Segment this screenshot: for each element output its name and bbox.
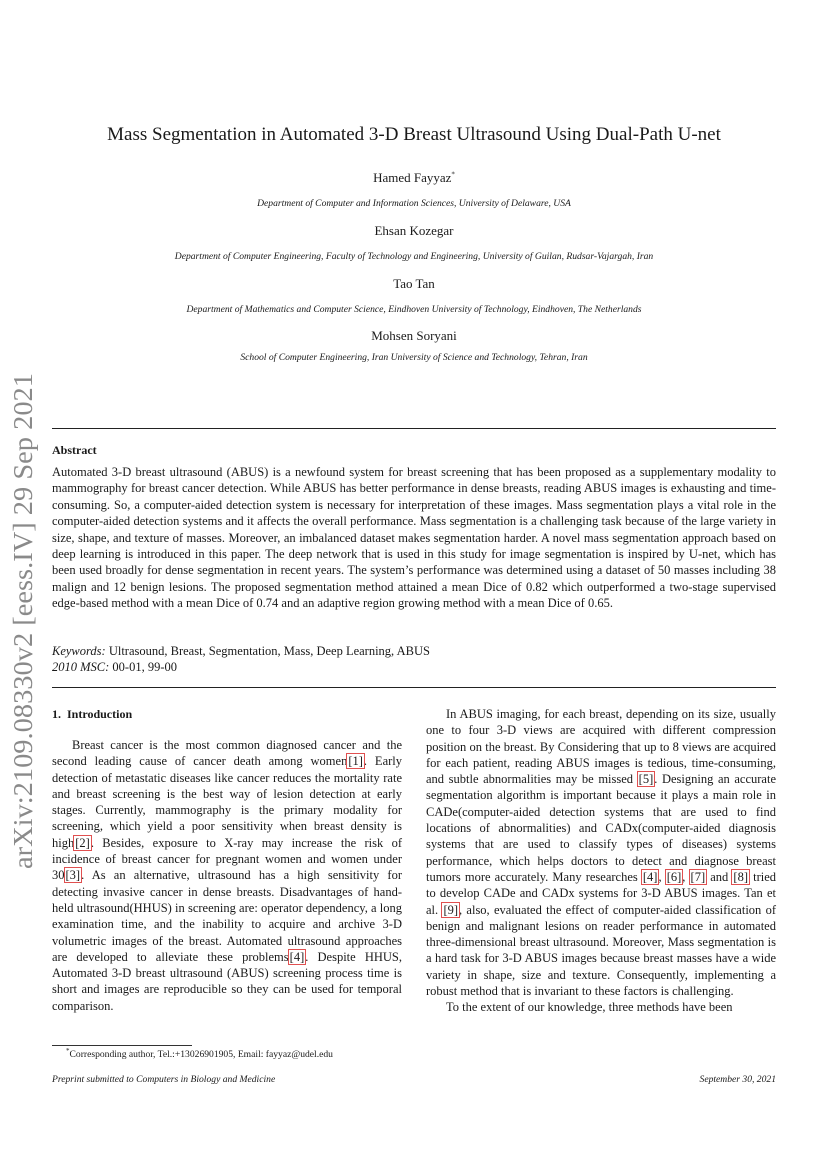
body-text: . Besides, exposure to X-ray may increase the risk of incidence of breast cancer for pregnant women and women under 30 — [52, 835, 402, 883]
author-name: Mohsen Soryani — [371, 328, 457, 343]
footnote: *Corresponding author, Tel.:+13026901905, Email: fayyaz@udel.edu — [66, 1046, 333, 1060]
section-number: 1. — [52, 707, 61, 721]
arxiv-stamp-text: arXiv:2109.08330v2 [eess.IV] 29 Sep 2021 — [8, 398, 38, 869]
msc-line — [52, 659, 776, 675]
msc-label: 2010 MSC: — [52, 660, 110, 674]
arxiv-stamp — [2, 367, 42, 875]
author-affiliation: Department of Computer Engineering, Faculty of Technology and Engineering, University of Guilan, Rudsar-Vajargah, Iran — [174, 251, 654, 262]
keywords-line — [52, 643, 776, 659]
citation-link[interactable]: [4] — [289, 949, 305, 964]
msc-value: 00-01, 99-00 — [112, 660, 177, 674]
body-text: , — [682, 869, 690, 884]
author-name: Hamed Fayyaz* — [373, 170, 455, 185]
abstract-heading: Abstract — [52, 443, 97, 457]
author-affiliation: Department of Mathematics and Computer Science, Eindhoven University of Technology, Eindhoven, The Netherlands — [186, 304, 642, 315]
body-text: tried to develop CADe and CADx systems for 3-D ABUS images. Tan et al. — [426, 869, 777, 917]
body-text: Breast cancer is the most common diagnosed cancer and the second leading cause of cancer death among women — [52, 738, 402, 769]
citation-link[interactable]: [8] — [733, 869, 748, 884]
citation-link[interactable]: [7] — [690, 869, 706, 884]
body-text: . Despite HHUS, Automated 3-D breast ultrasound (ABUS) screening process time is short and images are reproducible so they can be used for temporal comparison. — [52, 949, 403, 1013]
abstract-bottom-rule — [52, 687, 776, 688]
author-name: Ehsan Kozegar — [374, 223, 454, 238]
author-name: Tao Tan — [393, 276, 435, 291]
body-text: , — [658, 869, 666, 884]
citation-link[interactable]: [3] — [65, 868, 81, 883]
footnote-mark: * — [66, 1046, 70, 1055]
author-affiliation: Department of Computer and Information Sciences, University of Delaware, USA — [257, 198, 571, 209]
paper-title: Mass Segmentation in Automated 3-D Breast Ultrasound Using Dual-Path U-net — [107, 124, 721, 145]
body-text: . Designing an accurate segmentation algorithm is important because it plays a main role in CADe(computer-aided detection systems that are used to find locations of abnormalities) and CADx(computer-aided diagnosis systems that are used to classify types of diseases) systems performance, which helps doctors to detect and diagnose breast tumors more accurately. Many researches — [426, 772, 777, 884]
intro-paragraph-1 — [52, 737, 402, 1014]
body-text: . As an alternative, ultrasound has a high sensitivity for detecting invasive cancer in dense breasts. Disadvantages of hand-held ultrasound(HHUS) in screening are: operator dependency, a long examination time, and the inability to acquire and archive 3-D volumetric images of the breast. Automated ultrasound approaches are developed to alleviate these problems — [52, 868, 402, 964]
footnote-rule — [52, 1045, 192, 1046]
author-affiliation: School of Computer Engineering, Iran University of Science and Technology, Tehran, Iran — [240, 352, 588, 363]
citation-link[interactable]: [2] — [75, 835, 90, 850]
citation-link[interactable]: [5] — [638, 772, 654, 787]
citation-link[interactable]: [4] — [642, 869, 658, 884]
keywords-value: Ultrasound, Breast, Segmentation, Mass, Deep Learning, ABUS — [108, 644, 430, 658]
citation-link[interactable]: [6] — [666, 869, 682, 884]
body-text: and — [706, 869, 733, 884]
body-text: . Early detection of metastatic diseases like cancer reduces the mortality rate and breast screening is the best way of lesion detection at early stages. Currently, mammography is the primary modality for screening, which yield a poor sensitivity when breast density is high — [52, 754, 402, 850]
citation-link[interactable]: [9] — [443, 902, 459, 917]
keywords-label: Keywords: — [52, 644, 106, 658]
left-column — [52, 737, 402, 1014]
footer-date: September 30, 2021 — [699, 1074, 776, 1085]
abstract-text: Automated 3-D breast ultrasound (ABUS) is a newfound system for breast screening that has been proposed as a supplementary modality to mammography for breast cancer detection. While ABUS has better performance in dense breasts, reading ABUS images is exhausting and time-consuming. So, a computer-aided detection system is necessary for interpretation of these images. Mass segmentation plays a vital role in the computer-aided detection systems and it affects the overall performance. Mass segmentation is a challenging task because of the large variety in size, shape, and texture of masses. Moreover, an imbalanced dataset makes segmentation harder. A novel mass segmentation approach based on deep learning is introduced in this paper. The deep network that is used in this study for image segmentation is inspired by U-net, which has been used broadly for dense segmentation in recent years. The system’s performance was determined using a dataset of 50 masses including 38 malign and 12 benign lesions. The proposed segmentation method attained a mean Dice of 0.82 which outperformed a two-stage supervised edge-based method with a mean Dice of 0.74 and an adaptive region growing method with a mean Dice of 0.65. — [52, 465, 776, 611]
body-text: , also, evaluated the effect of computer-aided classification of benign and malignant lesions on reader performance in automated three-dimensional breast ultrasound. Moreover, Mass segmentation is a hard task for 3-D ABUS images because breast masses have a wide variety in shape, size and texture. Consequently, implementing a robust method that is invariant to these factors is challenging. — [426, 902, 776, 999]
section-title: Introduction — [67, 707, 133, 721]
right-column — [426, 706, 776, 1016]
intro-paragraph-3: To the extent of our knowledge, three methods have been — [446, 1000, 733, 1015]
intro-paragraph-2 — [426, 706, 776, 999]
abstract-top-rule — [52, 428, 776, 429]
footer-journal: Preprint submitted to Computers in Biology and Medicine — [52, 1074, 276, 1085]
section-heading — [52, 707, 132, 722]
citation-link[interactable]: [1] — [348, 754, 363, 769]
body-text: In ABUS imaging, for each breast, depending on its size, usually one to four 3-D views are acquired with different compression position on the breast. By Considering that up to 8 views are acquired for each patient, reading ABUS images is tedious, time-consuming, and subtle abnormalities may be missed — [426, 707, 776, 787]
corresponding-mark: * — [451, 170, 455, 179]
